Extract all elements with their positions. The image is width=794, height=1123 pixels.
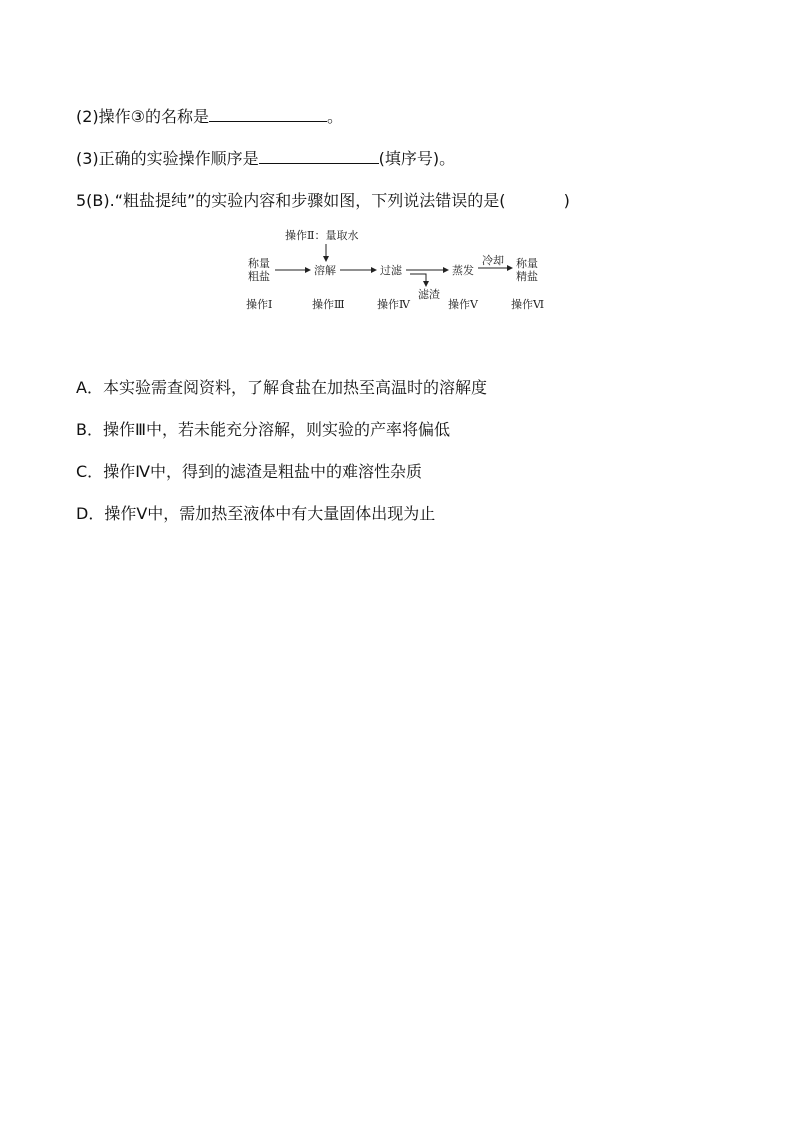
answer-blank[interactable] (259, 149, 379, 164)
option-a[interactable] (76, 378, 487, 398)
diagram-step-3: 操作Ⅲ (312, 298, 345, 311)
option-b[interactable] (76, 420, 450, 440)
question-2-3-suffix: (填序号)。 (378, 149, 456, 168)
question-5b-stem: 5(B).“粗盐提纯”的实验内容和步骤如图，下列说法错误的是( (76, 191, 506, 210)
diagram-end-line2: 精盐 (516, 270, 538, 283)
question-5b (76, 191, 570, 211)
option-letter: B． (76, 420, 103, 439)
diagram-start-line2: 粗盐 (248, 270, 270, 283)
question-2-2 (76, 107, 343, 127)
diagram-evaporate: 蒸发 (452, 264, 474, 277)
option-letter: A． (76, 378, 103, 397)
diagram-dissolve: 溶解 (314, 264, 336, 277)
question-2-3-prefix: (3)正确的实验操作顺序是 (76, 149, 259, 168)
option-d[interactable] (76, 504, 435, 524)
option-c[interactable] (76, 462, 422, 482)
diagram-step-6: 操作Ⅵ (511, 298, 545, 311)
option-text: 操作Ⅴ中，需加热至液体中有大量固体出现为止 (104, 504, 436, 523)
option-text: 操作Ⅲ中，若未能充分溶解，则实验的产率将偏低 (102, 420, 451, 439)
question-5b-close: ) (563, 191, 570, 210)
diagram-step-5: 操作Ⅴ (448, 298, 478, 311)
option-letter: C． (76, 462, 104, 481)
option-text: 操作Ⅳ中，得到的滤渣是粗盐中的难溶性杂质 (103, 462, 422, 481)
option-text: 本实验需查阅资料，了解食盐在加热至高温时的溶解度 (102, 378, 487, 397)
diagram-step-1: 操作Ⅰ (246, 298, 273, 311)
diagram-arrow-residue (410, 274, 426, 286)
diagram-top-label: 操作Ⅱ：量取水 (285, 229, 359, 242)
question-2-3 (76, 149, 455, 169)
diagram-step-4: 操作Ⅳ (377, 298, 410, 311)
diagram-cool-label: 冷却 (482, 254, 504, 267)
diagram-residue: 滤渣 (418, 288, 440, 301)
diagram-end-line1: 称量 (516, 257, 538, 270)
diagram-filter: 过滤 (380, 264, 402, 277)
question-2-2-prefix: (2)操作③的名称是 (76, 107, 210, 126)
diagram-start-line1: 称量 (248, 257, 270, 270)
question-2-2-suffix: 。 (327, 107, 344, 126)
option-letter: D． (76, 504, 105, 523)
salt-purification-diagram (230, 222, 560, 317)
answer-blank[interactable] (209, 107, 327, 122)
